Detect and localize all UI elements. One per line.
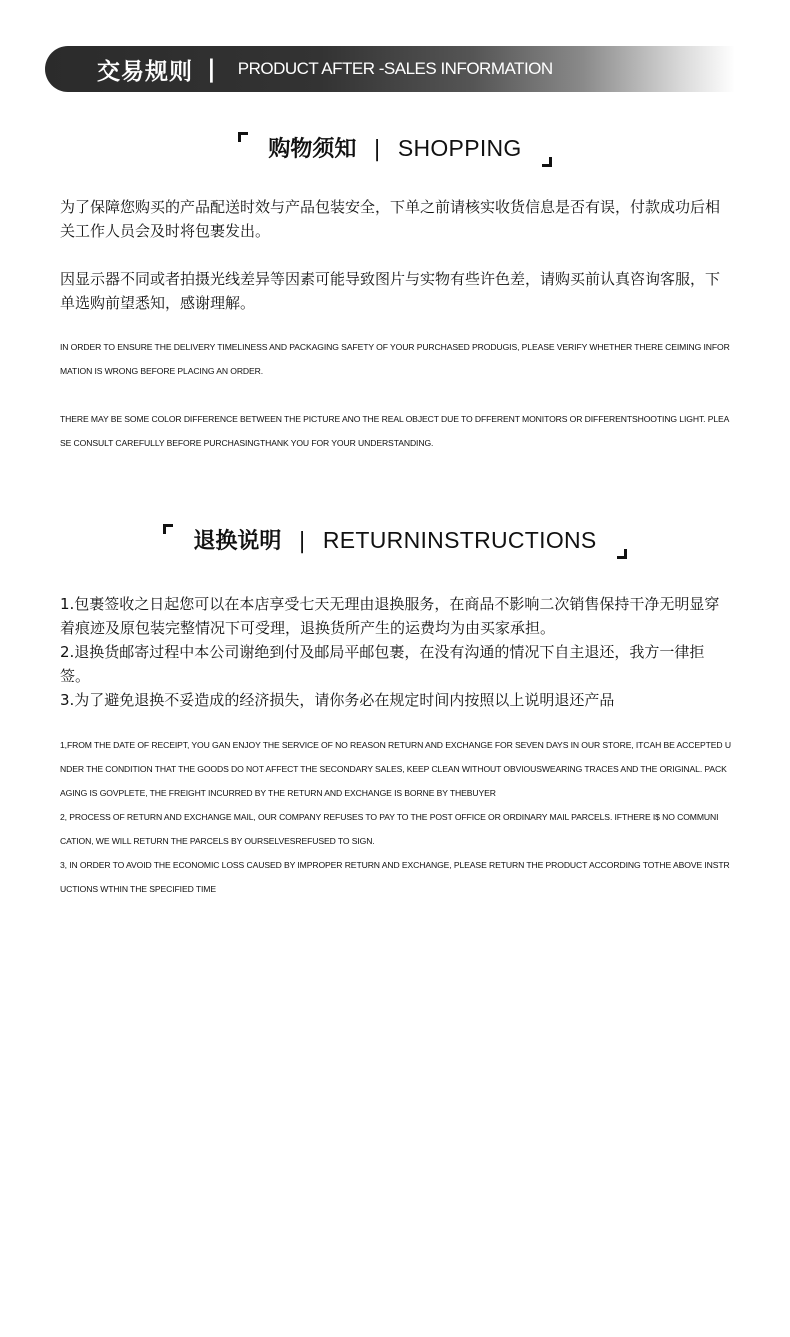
shopping-en-paragraph-1: IN ORDER TO ENSURE THE DELIVERY TIMELINESS AND PACKAGING SAFETY OF YOUR PURCHASED PRODUGIS, PLEASE VERIFY WHETHER THERE CEIMING INFORMATION IS WRONG BEFORE PLACING AN ORDER.: [60, 342, 730, 376]
shopping-title-cn: 购物须知: [268, 137, 357, 162]
returns-cn-item-3: 3.为了避免退换不妥造成的经济损失，请你务必在规定时间内按照以上说明退还产品: [60, 691, 615, 709]
shopping-section-title: [0, 132, 790, 163]
returns-cn-list: [60, 592, 730, 712]
shopping-title-en: SHOPPING: [397, 135, 522, 161]
banner-title-cn: 交易规则: [97, 58, 193, 85]
returns-en-item-1: 1,FROM THE DATE OF RECEIPT, YOU GAN ENJOY THE SERVICE OF NO REASON RETURN AND EXCHANGE FOR SEVEN DAYS IN OUR STORE, ITCAH BE ACCEPTED UNDER THE CONDITION THAT THE GOODS DO NOT AFFECT THE SECONDARY SALES, KEEP CLEAN WITHOUT OBVIOUSWEARING TRACES AND THE ORIGINAL. PACKAGING IS GOVPLETE, THE FREIGHT INCURRED BY THE RETURN AND EXCHANGE IS BORNE BY THEBUYER: [60, 740, 731, 798]
returns-en-item-2-cont: CATION, WE WILL RETURN THE PARCELS BY OURSELVESREFUSED TO SIGN.: [60, 836, 375, 846]
corner-bracket-top-left-icon: [163, 524, 173, 534]
banner-title-en: PRODUCT AFTER -SALES INFORMATION: [237, 59, 553, 78]
returns-title-cn: 退换说明: [193, 529, 282, 554]
returns-section-title: [0, 524, 790, 555]
shopping-title-divider: |: [373, 137, 381, 162]
returns-title-divider: |: [298, 529, 306, 554]
returns-en-item-2: 2, PROCESS OF RETURN AND EXCHANGE MAIL, OUR COMPANY REFUSES TO PAY TO THE POST OFFICE OR ORDINARY MAIL PARCELS. IFTHERE I$ NO COMMUNI: [60, 812, 719, 822]
header-banner: [45, 46, 735, 92]
returns-en-item-3: 3, IN ORDER TO AVOID THE ECONOMIC LOSS CAUSED BY IMPROPER RETURN AND EXCHANGE, PLEASE RETURN THE PRODUCT ACCORDING TOTHE ABOVE INSTRUCTIONS WTHIN THE SPECIFIED TIME: [60, 860, 730, 894]
corner-bracket-bottom-right-icon: [542, 157, 552, 167]
shopping-cn-paragraph-1: 为了保障您购买的产品配送时效与产品包装安全，下单之前请核实收货信息是否有误，付款成功后相关工作人员会及时将包裹发出。: [60, 198, 721, 240]
returns-title-en: RETURNINSTRUCTIONS: [322, 527, 597, 553]
returns-cn-item-2: 2.退换货邮寄过程中本公司谢绝到付及邮局平邮包裹，在没有沟通的情况下自主退还，我方一律拒签。: [60, 643, 705, 685]
banner-divider: |: [207, 55, 216, 83]
shopping-cn-paragraph-2: 因显示器不同或者拍摄光线差异等因素可能导致图片与实物有些许色差，请购买前认真咨询客服，下单选购前望悉知，感谢理解。: [60, 270, 721, 312]
returns-cn-item-1: 1.包裹签收之日起您可以在本店享受七天无理由退换服务，在商品不影响二次销售保持干净无明显穿着痕迹及原包装完整情况下可受理，退换货所产生的运费均为由买家承担。: [60, 595, 720, 637]
shopping-en-paragraph-2: THERE MAY BE SOME COLOR DIFFERENCE BETWEEN THE PICTURE ANO THE REAL OBJECT DUE TO DFFERENT MONITORS OR DIFFERENTSHOOTING LIGHT. PLEASE CONSULT CAREFULLY BEFORE PURCHASINGTHANK YOU FOR YOUR UNDERSTANDING.: [60, 414, 730, 448]
corner-bracket-top-left-icon: [238, 132, 248, 142]
corner-bracket-bottom-right-icon: [617, 549, 627, 559]
returns-en-list: [60, 733, 732, 901]
